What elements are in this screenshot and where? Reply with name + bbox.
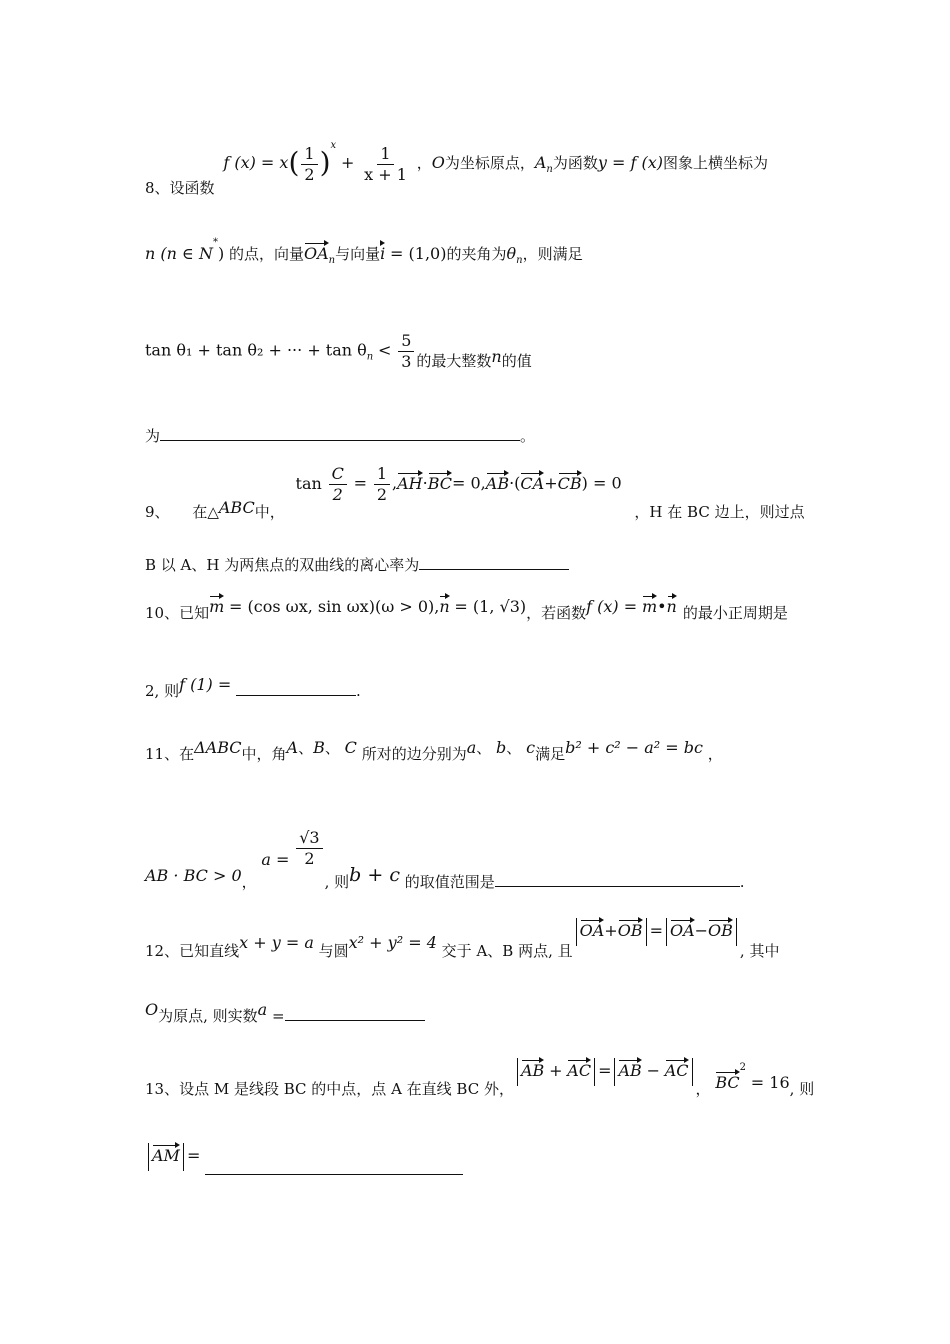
q9-vector-bc: BC: [427, 473, 452, 493]
q8-vector-oa: OA: [304, 244, 329, 263]
q8-plus: +: [340, 153, 355, 172]
q10-vector-m: m: [209, 597, 225, 616]
q9-line2: B 以 A、H 为两焦点的双曲线的离心率为: [145, 555, 569, 573]
q8-line3: tan θ₁ + tan θ₂ + ··· + $\tan \theta_n$ < $\frac{5}{3}$ 的最大整数n的值: [145, 331, 532, 371]
q8-answer-blank[interactable]: [160, 426, 520, 441]
q13-abs-left: [517, 1058, 518, 1086]
q11-line2: AB · BC > 0， a = $\frac{√3}{2}$ , 则b + c 的取值范围是 .: [145, 828, 745, 891]
q9-vector-ah: AH: [397, 473, 423, 493]
q8-line4: 为 。: [145, 427, 536, 445]
q9-one-half: $\frac{1}{2}$: [374, 466, 390, 503]
q13-line1: 13、设点 M 是线段 BC 的中点，点 A 在直线 BC 外，AB + AC = AB − AC， $BC^2 = 16$, 则: [145, 1058, 814, 1086]
q9-line1: 9、 在△ABC中， tan $\frac{C}{2}$ = $\frac{1}{2}$ ,AH·BC= 0,AB·(CA+CB) = 0 ，H 在 BC 边上，则过点: [145, 464, 805, 521]
q9-answer-blank[interactable]: [419, 555, 569, 570]
q8-vector-i: i: [380, 244, 386, 263]
q8-exponent: x: [330, 140, 337, 151]
q8-line1: 8、设函数 f (x) = x( $\frac{1}{2}$ )$^x$ + $\frac{1}{x + 1}$ ，O为坐标原点，$A_n$为函数y = f (x)图象上横坐标为: [145, 140, 769, 197]
q10-line2: 2, 则f (1) = .: [145, 675, 361, 700]
q8-line2: n (n ∈ N*) 的点，向量$OA_n$与向量i = (1,0)的夹角为$\theta_n$，则满足: [145, 237, 583, 266]
q10-vector-n: n: [439, 597, 450, 616]
q12-abs-left: [576, 918, 577, 946]
q13-answer-blank[interactable]: [205, 1160, 463, 1175]
q8-number: 8、设函数: [145, 179, 215, 197]
q8-f-expr: f (x) = x: [223, 153, 289, 172]
q9-vector-ab: AB: [485, 473, 510, 493]
q12-line2: O为原点, 则实数a =: [145, 1000, 425, 1018]
q9-vector-cb: CB: [557, 473, 582, 493]
q12-answer-blank[interactable]: [285, 1006, 425, 1021]
q12-abs-right: [736, 918, 737, 946]
q12-number: 12、已知直线: [145, 942, 240, 960]
q13-number: 13、设点 M 是线段 BC 的中点，点 A 在直线 BC 外，: [145, 1080, 514, 1098]
q11-equation: b² + c² − a² = bc: [565, 738, 703, 757]
q11-line1: 11、在ΔABC中，角A、B、 C 所对的边分别为a、 b、 c满足b² + c² − a² = bc ，: [145, 738, 723, 763]
q10-answer-blank[interactable]: [236, 681, 356, 696]
q12-line1: 12、已知直线x + y = a 与圆x² + y² = 4 交于 A、B 两点, 且OA+OB = OA−OB, 其中: [145, 918, 779, 946]
q11-dot-product: AB · BC > 0: [145, 865, 242, 885]
q13-vector-am: AM: [152, 1146, 180, 1165]
q13-abs-right: [692, 1058, 693, 1086]
q8-origin: O: [431, 153, 445, 172]
q9-vector-ca: CA: [520, 473, 545, 493]
q13-line2: AM =: [145, 1143, 463, 1171]
q8-function: y = f (x): [597, 153, 664, 172]
q9-c-half: $\frac{C}{2}$: [329, 466, 347, 503]
q10-number: 10、已知: [145, 604, 210, 622]
q8-point-a: A: [534, 153, 547, 172]
q10-line1: 10、已知m = (cos ωx, sin ωx)(ω > 0),n = (1, √3)，若函数f (x) = m•n 的最小正周期是: [145, 597, 788, 622]
q11-number: 11、在: [145, 745, 195, 763]
q8-tan-sum: tan θ₁ + tan θ₂ + ··· + tan θ: [145, 340, 367, 360]
q11-sqrt3-half: $\frac{√3}{2}$: [296, 830, 322, 867]
q11-answer-blank[interactable]: [495, 872, 740, 887]
q8-fraction: $\frac{1}{x + 1}$: [364, 143, 407, 184]
q9-number: 9、: [145, 502, 170, 521]
q8-half-fraction: $\frac{1}{2}$: [301, 146, 317, 183]
q8-five-thirds: $\frac{5}{3}$: [398, 333, 414, 370]
